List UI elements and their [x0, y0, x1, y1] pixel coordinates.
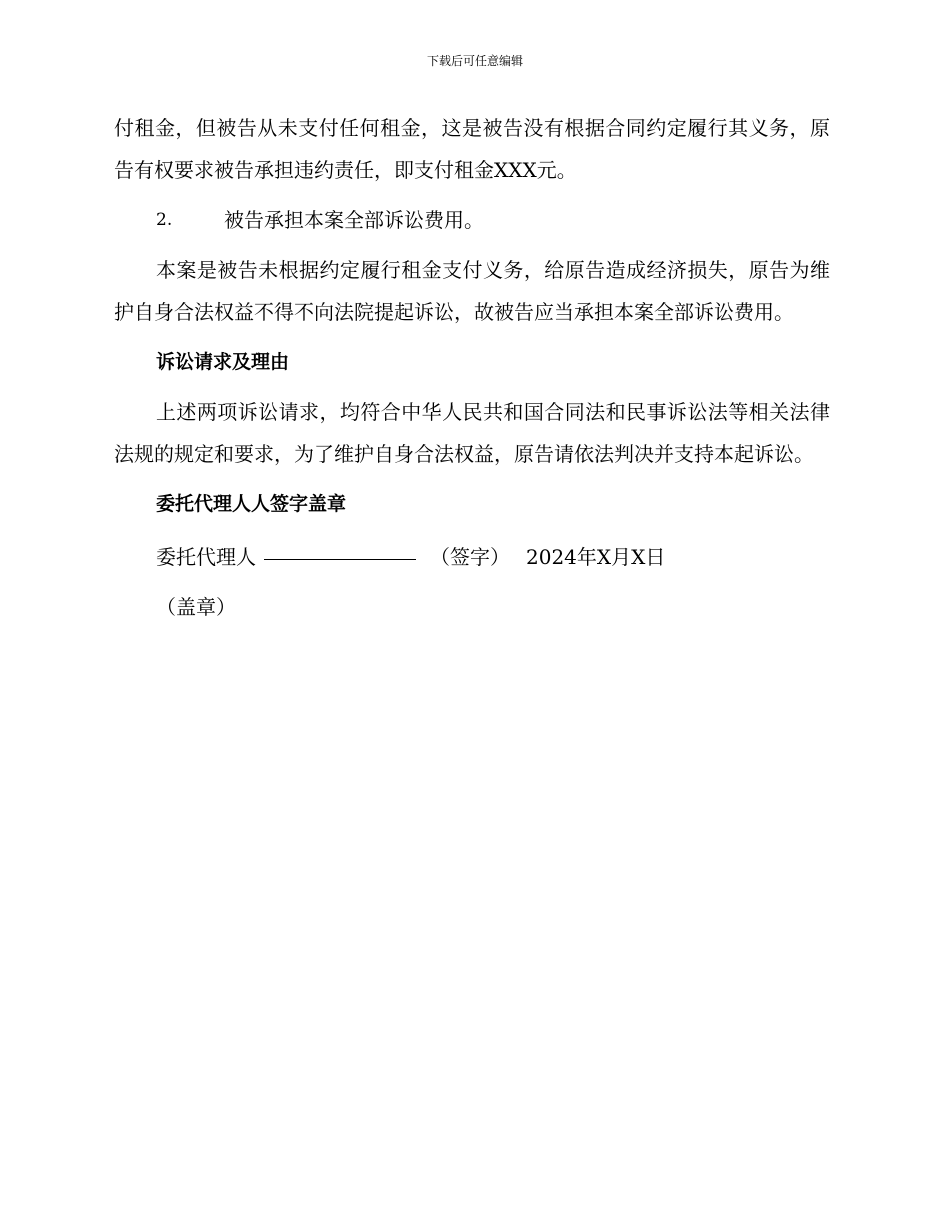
signature-blank-line — [264, 529, 416, 560]
stamp-note: （盖章） — [156, 595, 236, 619]
claim-item-text: 被告承担本案全部诉讼费用。 — [224, 208, 484, 232]
heading-agent-signature: 委托代理人人签字盖章 — [156, 493, 347, 515]
claim-item-2 — [114, 199, 830, 241]
paragraph-rent-continuation: 付租金，但被告从未支付任何租金，这是被告没有根据合同约定履行其义务，原告有权要求被告承担违约责任，即支付租金XXX元。 — [114, 116, 830, 182]
page-header: 下载后可任意编辑 — [426, 54, 523, 68]
heading-claims-and-reasons: 诉讼请求及理由 — [156, 351, 290, 373]
claim-item-number: 2. — [156, 210, 173, 230]
paragraph-claims-basis: 上述两项诉讼请求，均符合中华人民共和国合同法和民事诉讼法等相关法律法规的规定和要求，为了维护自身合法权益，原告请依法判决并支持本起诉讼。 — [114, 400, 830, 466]
paragraph-litigation-costs: 本案是被告未根据约定履行租金支付义务，给原告造成经济损失，原告为维护自身合法权益不得不向法院提起诉讼，故被告应当承担本案全部诉讼费用。 — [114, 258, 830, 324]
sign-note: （签字） — [430, 545, 510, 569]
agent-label: 委托代理人 — [156, 545, 256, 569]
signature-date: 2024年X月X日 — [526, 545, 666, 569]
signature-row — [114, 533, 830, 578]
document-body — [114, 107, 830, 628]
